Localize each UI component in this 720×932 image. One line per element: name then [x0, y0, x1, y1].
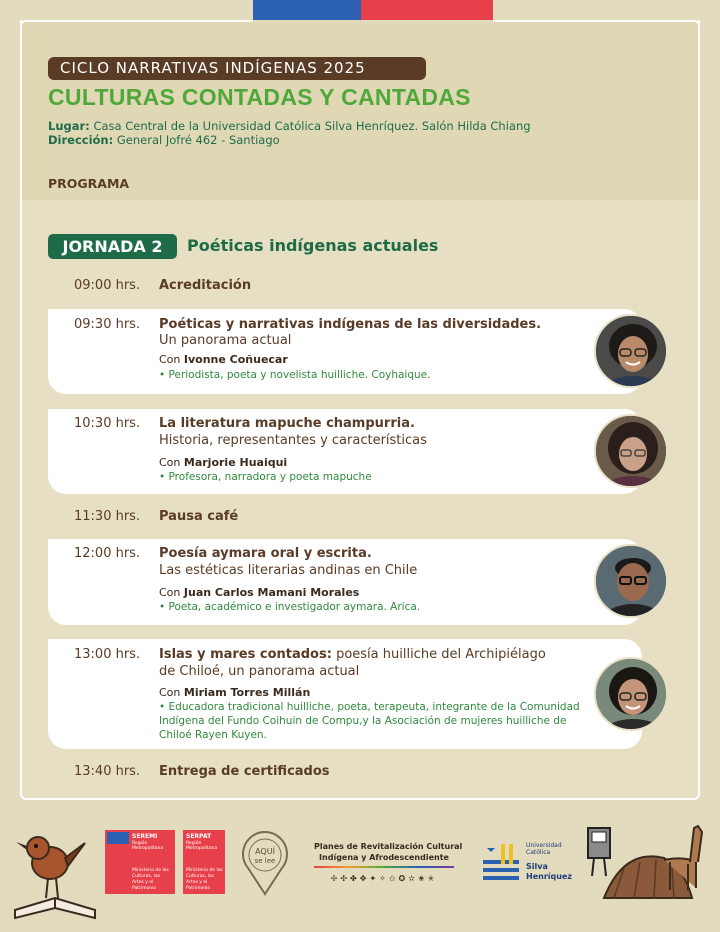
- item-title: Pausa café: [159, 509, 239, 524]
- seremi-title: SEREMI: [132, 833, 158, 840]
- direccion-label: Dirección:: [48, 133, 114, 147]
- item-subtitle: Las estéticas literarias andinas en Chile: [159, 563, 418, 578]
- con-label: Con: [159, 686, 181, 699]
- serpat-ministry: Ministerio de las Culturas, las Artes y el Patrimonio: [186, 868, 223, 891]
- item-title: Acreditación: [159, 278, 252, 293]
- item-time: 13:00 hrs.: [74, 647, 141, 662]
- speaker-photo: [594, 544, 668, 618]
- ucsh-emblem-icon: [483, 840, 523, 884]
- item-time: 11:30 hrs.: [74, 509, 141, 524]
- item-title: Entrega de certificados: [159, 764, 330, 779]
- item-subtitle: Un panorama actual: [159, 333, 292, 348]
- bird-book-illustration: [10, 818, 100, 922]
- lugar-value: Casa Central de la Universidad Católica Silva Henríquez. Salón Hilda Chiang: [93, 119, 531, 133]
- item-time: 10:30 hrs.: [74, 416, 141, 431]
- aqui-line-2: se lee: [254, 857, 276, 865]
- direccion-value: General Jofré 462 - Santiago: [116, 133, 280, 147]
- planes-line-2: Indígena y Afrodescendiente: [319, 853, 449, 862]
- frame-corner-left: [20, 20, 253, 32]
- serpat-region: Región Metropolitana: [186, 841, 218, 851]
- item-title: Poéticas y narrativas indígenas de las diversidades.: [159, 317, 542, 332]
- hut-llama-illustration: [584, 818, 710, 908]
- programa-heading: PROGRAMA: [48, 176, 130, 191]
- speaker-name: Juan Carlos Mamani Morales: [183, 586, 360, 599]
- item-subtitle: Historia, representantes y características: [159, 433, 427, 448]
- jornada-tag: JORNADA 2: [48, 234, 177, 259]
- ucsh-line-3: Silva: [526, 862, 548, 871]
- series-tag: CICLO NARRATIVAS INDÍGENAS 2025: [48, 57, 426, 80]
- speaker-name: Ivonne Coñuecar: [183, 353, 288, 366]
- item-title-rest: poesía huilliche del Archipiélago: [331, 647, 546, 662]
- speaker-bio-line-2: Indígena del Fundo Coihuin de Compu,y la Asociación de mujeres huilliche de: [159, 715, 567, 727]
- item-title: La literatura mapuche champurria.: [159, 416, 415, 431]
- seremi-ministry: Ministerio de las Culturas, las Artes y el Patrimonio: [132, 868, 169, 891]
- con-label: Con: [159, 586, 181, 599]
- speaker-bio: • Periodista, poeta y novelista huilliche. Coyhaique.: [159, 369, 431, 381]
- item-subtitle: de Chiloé, un panorama actual: [159, 664, 360, 679]
- speaker-bio-line-3: Chiloé Rayen Kuyen.: [159, 729, 267, 741]
- lugar-line: [48, 119, 531, 133]
- serpat-logo: [183, 830, 225, 894]
- indigenous-symbols-icon: ✢✣✤✥✦✧✩✪✫✬✭: [330, 874, 438, 883]
- speaker-bio: • Poeta, académico e investigador aymara. Arica.: [159, 601, 421, 613]
- seremi-region: Región Metropolitana: [132, 841, 164, 851]
- serpat-title: SERPAT: [186, 833, 212, 840]
- item-title: Islas y mares contados:: [159, 647, 332, 662]
- item-title: Poesía aymara oral y escrita.: [159, 546, 372, 561]
- planes-line-1: Planes de Revitalización Cultural: [314, 842, 463, 851]
- lugar-label: Lugar:: [48, 119, 90, 133]
- footer: [0, 800, 720, 932]
- speaker-name: Marjorie Huaiqui: [183, 456, 288, 469]
- jornada-title: Poéticas indígenas actuales: [187, 236, 439, 255]
- speaker-line: [159, 586, 359, 599]
- chile-shield-icon: [107, 832, 129, 844]
- ucsh-line-1: Universidad: [526, 842, 562, 849]
- frame-corner-right: [493, 20, 700, 32]
- con-label: Con: [159, 353, 181, 366]
- speaker-bio-line-1: • Educadora tradicional huilliche, poeta, terapeuta, integrante de la Comunidad: [159, 701, 580, 713]
- speaker-line: [159, 456, 287, 469]
- speaker-photo: [594, 414, 668, 488]
- item-time: 13:40 hrs.: [74, 764, 141, 779]
- item-time: 09:30 hrs.: [74, 317, 141, 332]
- page-title: CULTURAS CONTADAS Y CANTADAS: [48, 84, 471, 110]
- speaker-line: [159, 353, 288, 366]
- ucsh-line-2: Católica: [526, 849, 551, 856]
- item-time: 09:00 hrs.: [74, 278, 141, 293]
- flag-blue: [253, 0, 361, 20]
- speaker-line: [159, 686, 310, 699]
- speaker-bio: • Profesora, narradora y poeta mapuche: [159, 471, 372, 483]
- speaker-photo: [594, 314, 668, 388]
- rainbow-divider: [314, 866, 454, 868]
- aqui-se-lee-logo: [240, 830, 290, 896]
- flag-stripe: [253, 0, 493, 20]
- aqui-line-1: AQUÍ: [255, 847, 275, 856]
- item-title-line: [159, 647, 546, 662]
- item-time: 12:00 hrs.: [74, 546, 141, 561]
- speaker-photo: [594, 657, 668, 731]
- speaker-name: Miriam Torres Millán: [183, 686, 311, 699]
- ucsh-line-4: Henríquez: [526, 872, 573, 881]
- seremi-logo: [105, 830, 175, 894]
- con-label: Con: [159, 456, 181, 469]
- flag-red: [361, 0, 493, 20]
- planes-logo: [314, 842, 463, 883]
- ucsh-logo: [483, 840, 573, 888]
- direccion-line: [48, 133, 280, 147]
